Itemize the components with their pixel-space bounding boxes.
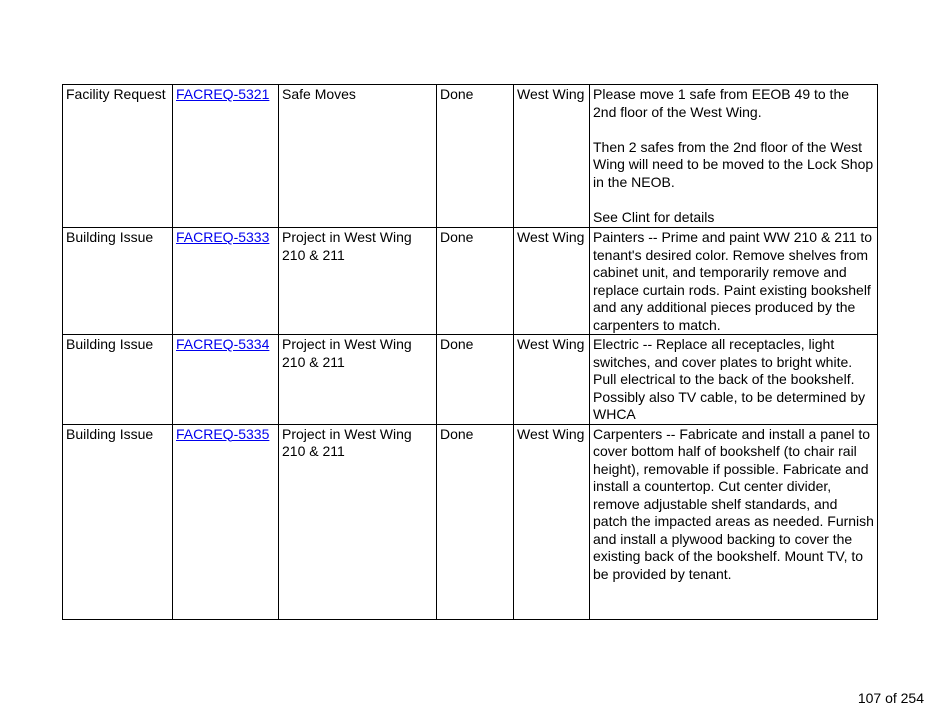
request-title-cell: Safe Moves — [279, 85, 437, 228]
request-id-link[interactable]: FACREQ-5333 — [176, 229, 270, 245]
request-type-cell: Facility Request — [63, 85, 173, 228]
request-description-cell — [590, 424, 878, 619]
request-status-cell: Done — [437, 335, 514, 425]
description-paragraph: Painters -- Prime and paint WW 210 & 211 to tenant's desired color. Remove shelves from cabinet unit, and temporarily remove and replace curtain rods. Paint existing bookshelf and any additional pieces produced by the carpenters to match. — [593, 229, 873, 333]
request-status-cell: Done — [437, 228, 514, 335]
request-description-cell — [590, 85, 878, 228]
request-location-cell: West Wing — [514, 424, 590, 619]
request-status-cell: Done — [437, 424, 514, 619]
table-row — [63, 228, 878, 335]
request-description-cell — [590, 228, 878, 335]
request-id-link[interactable]: FACREQ-5334 — [176, 336, 270, 352]
request-location-cell: West Wing — [514, 228, 590, 335]
description-paragraph: Carpenters -- Fabricate and install a panel to cover bottom half of bookshelf (to chair rail height), removable if possible. Fabricate and install a countertop. Cut center divider, remove adjustable shelf standards, and patch the impacted areas as needed. Furnish and install a plywood backing to cover the existing back of the bookshelf. Mount TV, to be provided by tenant. — [593, 425, 874, 582]
request-title-cell: Project in West Wing 210 & 211 — [279, 424, 437, 619]
table-row — [63, 424, 878, 619]
request-id-cell — [173, 85, 279, 228]
request-type-cell: Building Issue — [63, 424, 173, 619]
request-id-cell — [173, 335, 279, 425]
request-status-cell: Done — [437, 85, 514, 228]
table-row — [63, 335, 878, 425]
request-title-cell: Project in West Wing 210 & 211 — [279, 335, 437, 425]
description-paragraph: Please move 1 safe from EEOB 49 to the 2nd floor of the West Wing. — [593, 86, 850, 120]
description-paragraph: Electric -- Replace all receptacles, light switches, and cover plates to bright white. Pull electrical to the back of the bookshelf. Possibly also TV cable, to be determined by WHCA — [593, 336, 866, 422]
description-paragraph: See Clint for details — [593, 208, 715, 225]
page-number: 107 of 254 — [857, 690, 924, 706]
request-type-cell: Building Issue — [63, 335, 173, 425]
table-row — [63, 85, 878, 228]
request-location-cell: West Wing — [514, 85, 590, 228]
request-id-link[interactable]: FACREQ-5321 — [176, 86, 270, 102]
request-description-cell — [590, 335, 878, 425]
request-id-cell — [173, 424, 279, 619]
request-title-cell: Project in West Wing 210 & 211 — [279, 228, 437, 335]
request-id-link[interactable]: FACREQ-5335 — [176, 425, 270, 442]
request-location-cell: West Wing — [514, 335, 590, 425]
request-type-cell: Building Issue — [63, 228, 173, 335]
description-paragraph: Then 2 safes from the 2nd floor of the West Wing will need to be moved to the Lock Shop in the NEOB. — [593, 138, 874, 190]
request-id-cell — [173, 228, 279, 335]
facility-request-table — [62, 84, 878, 620]
